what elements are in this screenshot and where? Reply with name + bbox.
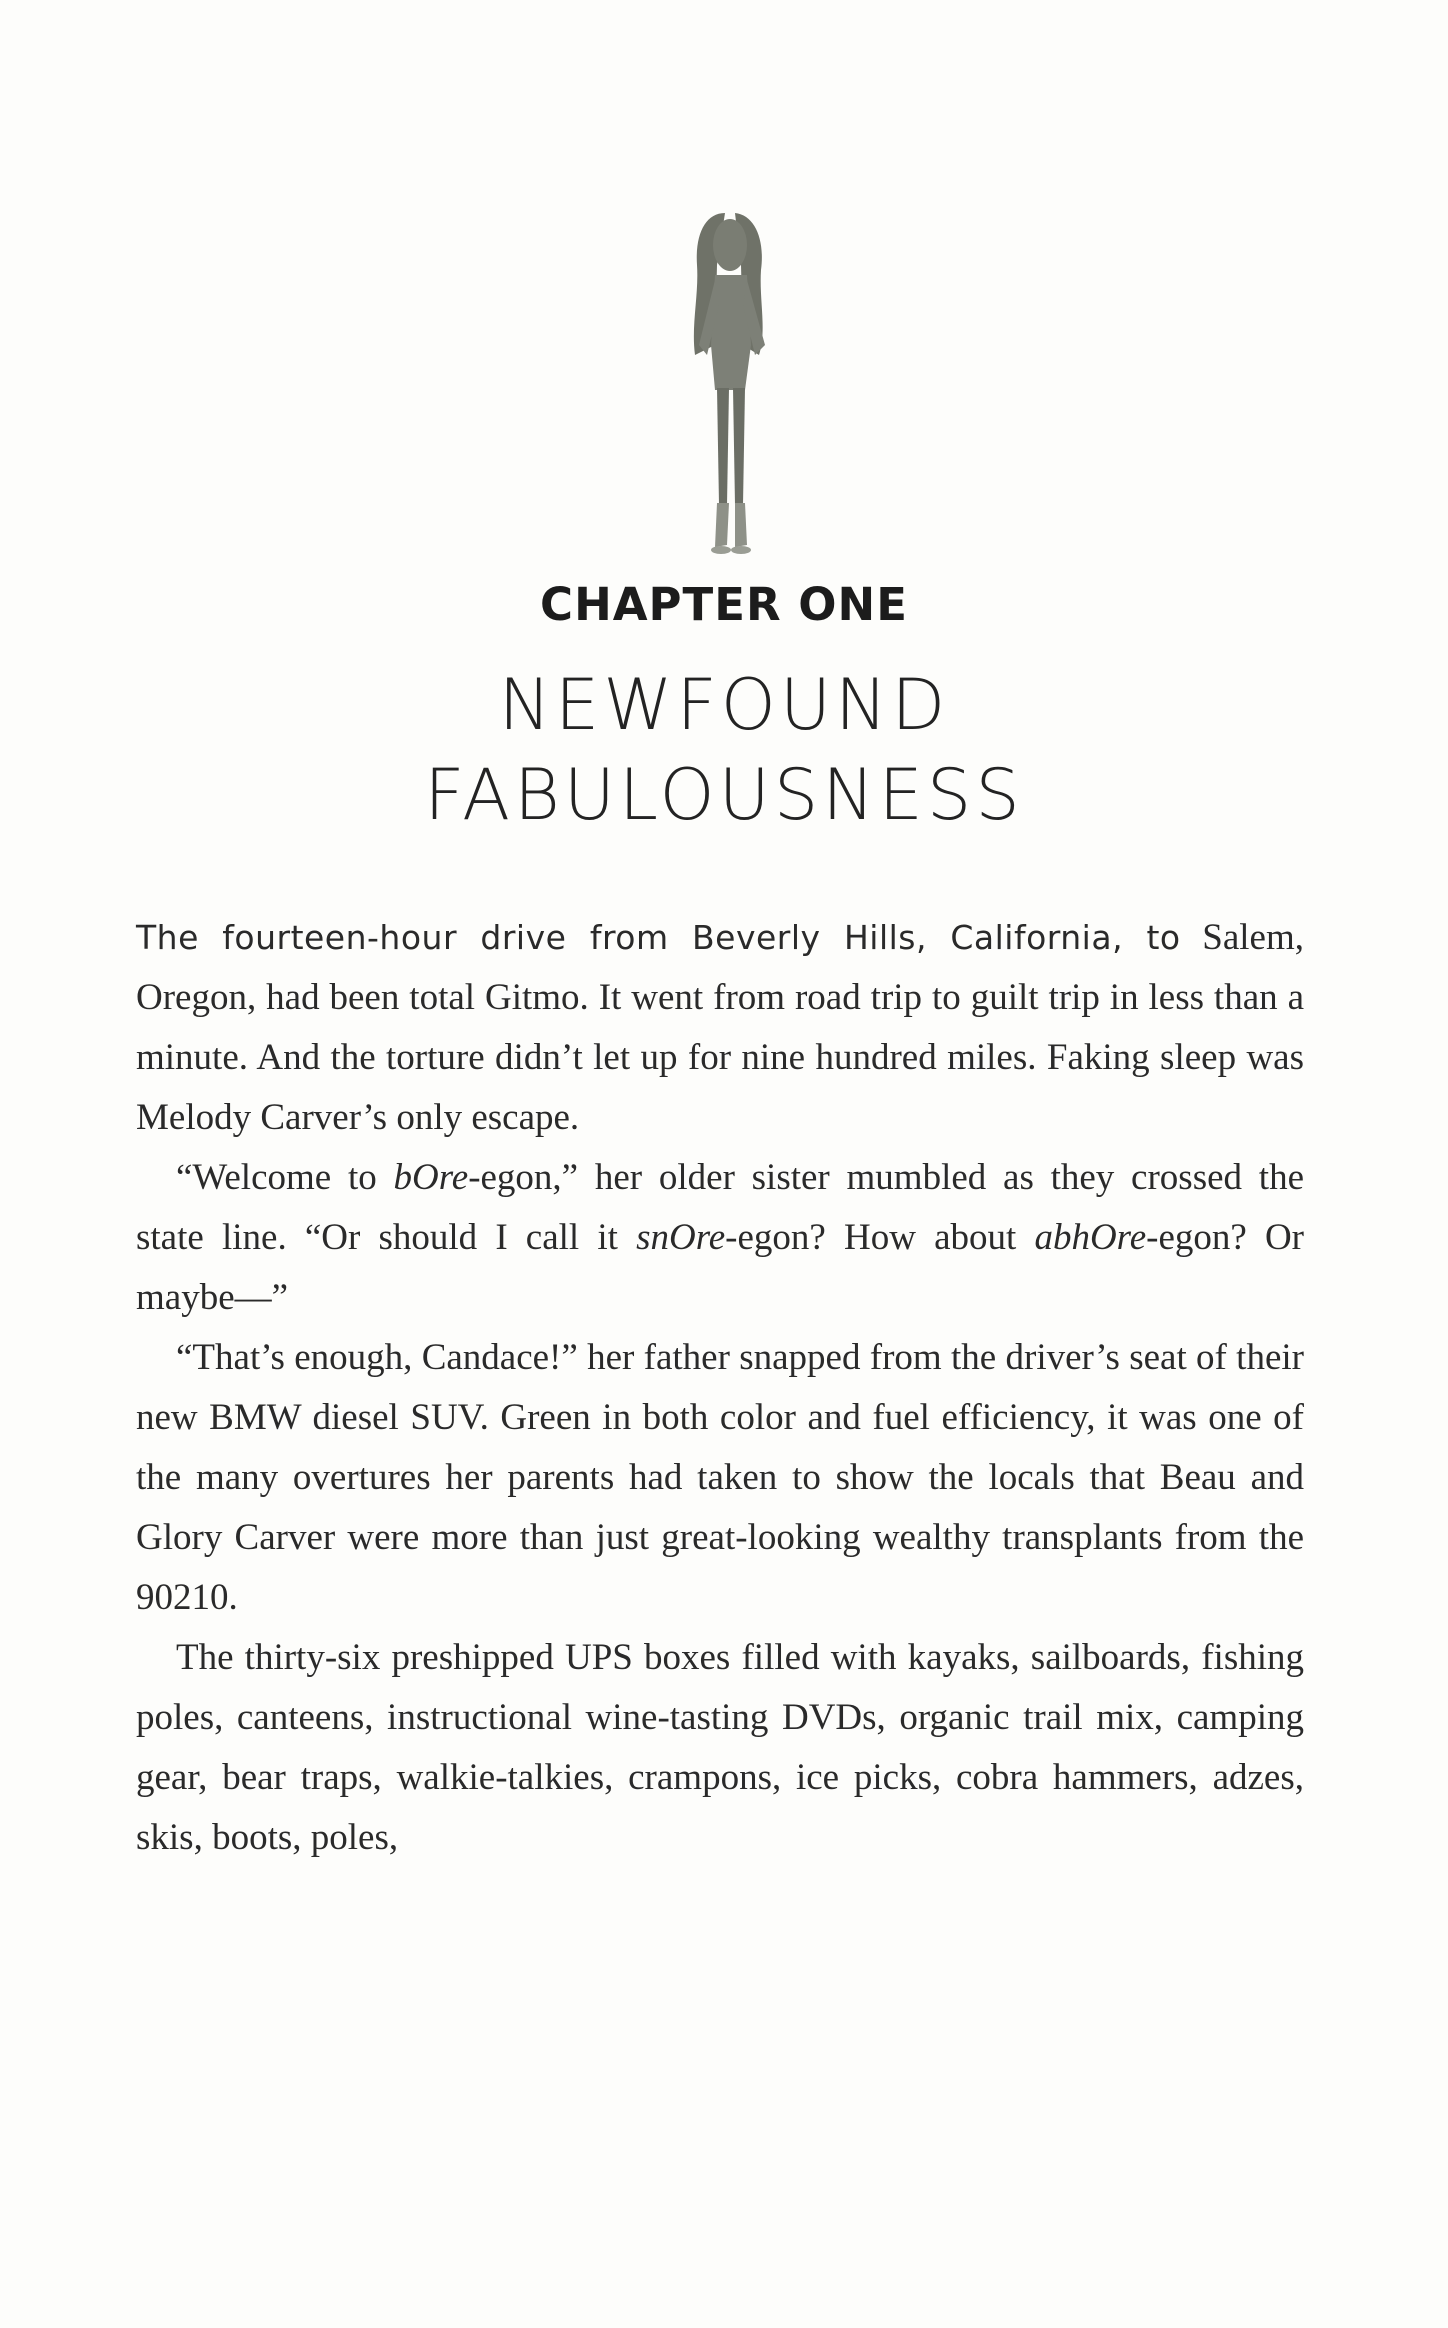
- paragraph-2: [136, 1148, 1304, 1328]
- chapter-label: CHAPTER ONE: [540, 578, 908, 631]
- paragraph-2-text-b: -egon,” her older sister mumbled as they crossed the state line. “Or should I call it: [136, 1157, 1304, 1258]
- chapter-title: [0, 660, 1448, 840]
- paragraph-4: The thirty-six preshipped UPS boxes filled with kayaks, sailboards, fishing poles, canteens, instructional wine-tasting DVDs, organic trail mix, camping gear, bear traps, walkie-talkies, crampons, ice picks, cobra hammers, adzes, skis, boots, poles,: [136, 1637, 1304, 1858]
- body-text: [136, 908, 1304, 1868]
- paragraph-2-emphasis-1: bOre: [393, 1157, 469, 1198]
- paragraph-2-emphasis-2: snOre: [636, 1217, 726, 1258]
- paragraph-3: “That’s enough, Candace!” her father snapped from the driver’s seat of their new BMW diesel SUV. Green in both color and fuel efficiency, it was one of the many overtures her parents had taken to show the locals that Beau and Glory Carver were more than just great-looking wealthy transplants from the 90210.: [136, 1337, 1304, 1618]
- paragraph-2-emphasis-3: abhOre: [1034, 1217, 1147, 1258]
- paragraph-2-text-d: -egon? Or maybe—”: [136, 1217, 1304, 1318]
- chapter-title-line-1: NEWFOUND: [498, 664, 950, 746]
- paragraph-2-text-a: “Welcome to: [176, 1157, 394, 1198]
- paragraph-1-rest: Salem, Oregon, had been total Gitmo. It went from road trip to guilt trip in less than a minute. And the torture didn’t let up for nine hundred miles. Faking sleep was Melody Carver’s only escape.: [136, 917, 1304, 1138]
- paragraph-2-text-c: -egon? How about: [725, 1217, 1035, 1258]
- paragraph-1: [136, 908, 1304, 1148]
- paragraph-1-lead: The fourteen-hour drive from Beverly Hills, California, to: [136, 918, 1181, 957]
- chapter-title-line-2: FABULOUSNESS: [424, 754, 1024, 836]
- girl-illustration: [655, 205, 805, 575]
